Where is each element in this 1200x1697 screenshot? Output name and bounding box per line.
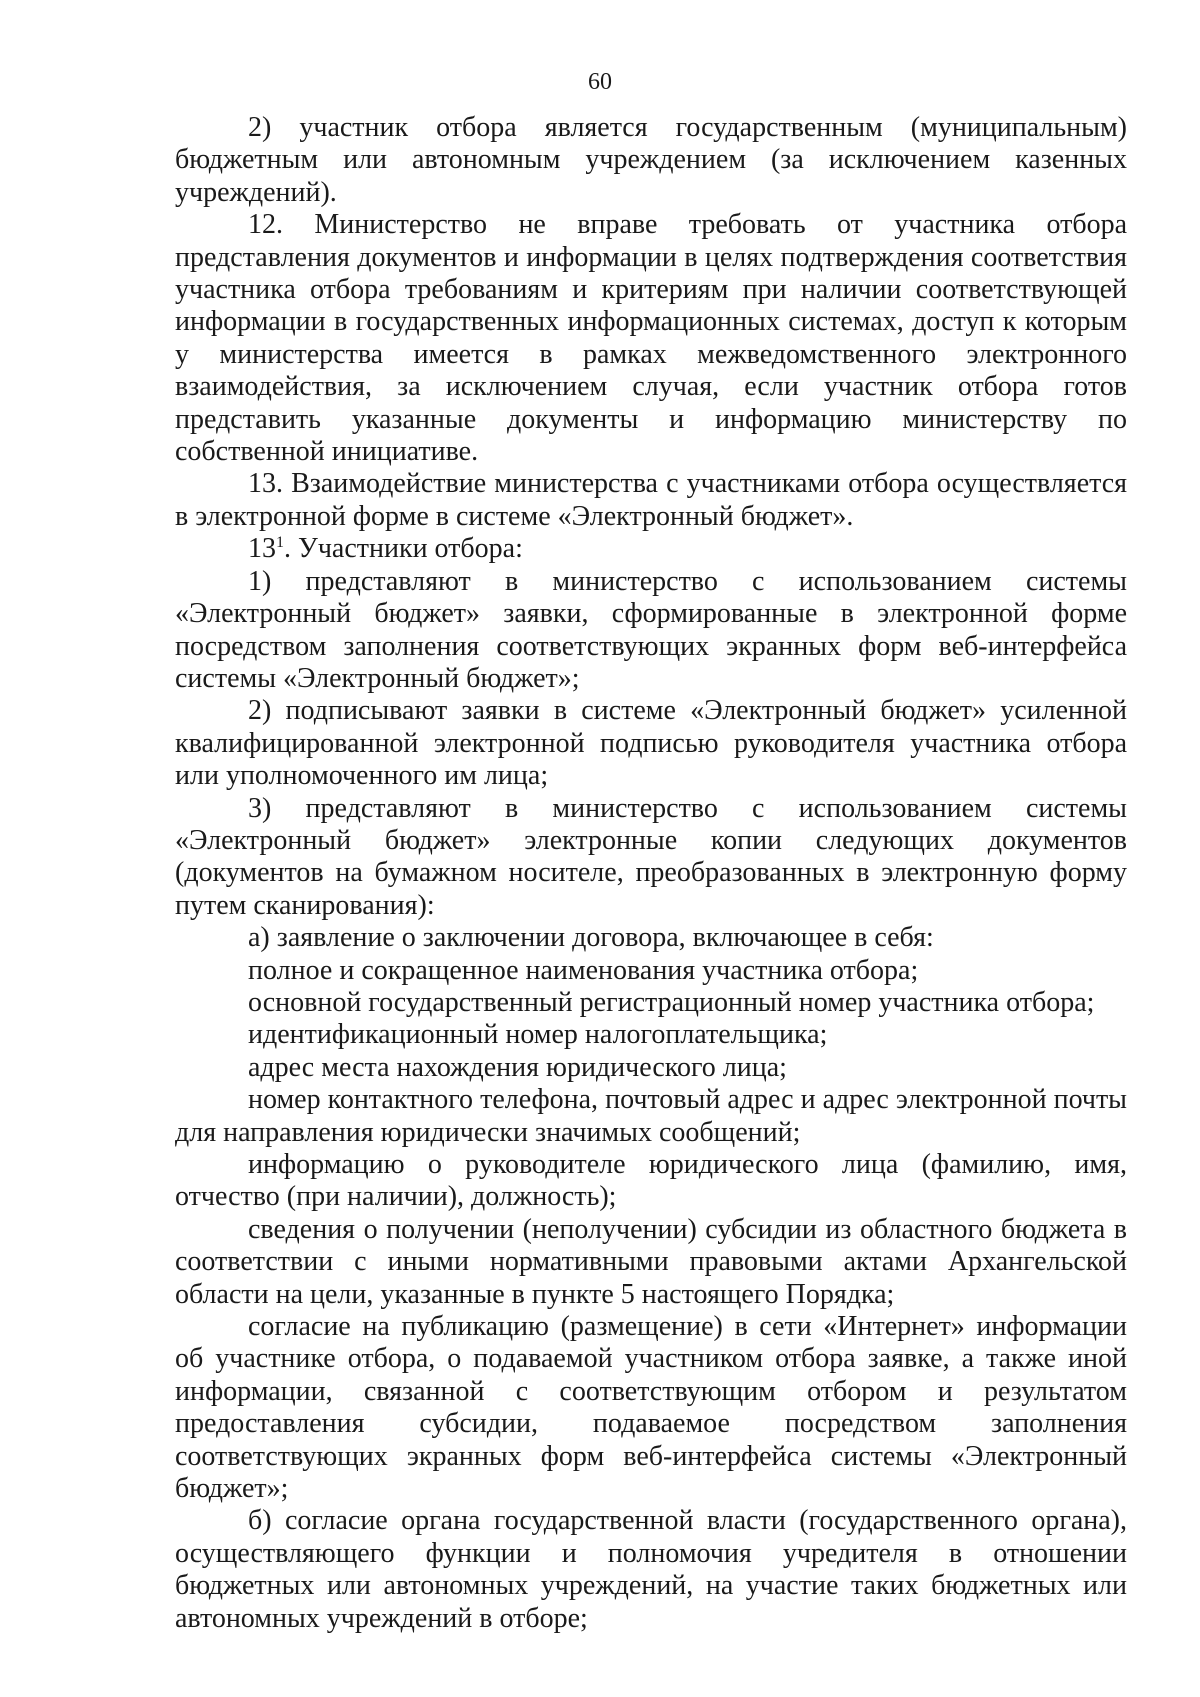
paragraph-item-2-participant-status: 2) участник отбора является государственным (муниципальным) бюджетным или автономным учреждением (за исключением казенных учреждений). bbox=[175, 112, 1127, 208]
clause-number: 13 bbox=[248, 533, 276, 565]
paragraph-subitem-b-founder-consent: б) согласие органа государственной власти (государственного органа), осуществляющего функции и полномочия учредителя в отношении бюджетных или автономных учреждений, на участие таких бюджетных или автономных учреждений в отборе; bbox=[175, 1505, 1127, 1634]
paragraph-full-name: полное и сокращенное наименования участника отбора; bbox=[248, 954, 919, 986]
clause-heading-text: . Участники отбора: bbox=[284, 533, 523, 565]
paragraph-head-info: информацию о руководителе юридического лица (фамилию, имя, отчество (при наличии), должность); bbox=[175, 1149, 1127, 1213]
paragraph-subsidy-info: сведения о получении (неполучении) субсидии из областного бюджета в соответствии с иными нормативными правовыми актами Архангельской области на цели, указанные в пункте 5 настоящего Порядка; bbox=[175, 1213, 1127, 1310]
paragraph-item-1-submit-applications: 1) представляют в министерство с использованием системы «Электронный бюджет» заявки, сформированные в электронной форме посредством заполнения соответствующих экранных форм веб-интерфейса системы «Электронный бюджет»; bbox=[175, 565, 1127, 694]
paragraph-publication-consent: согласие на публикацию (размещение) в сети «Интернет» информации об участнике отбора, о подаваемой участником отбора заявке, а также иной информации, связанной с соответствующим отбором и результатом предоставления субсидии, подаваемое посредством заполнения соответствующих экранных форм веб-интерфейса системы «Электронный бюджет»; bbox=[175, 1311, 1127, 1505]
paragraph-clause-12: 12. Министерство не вправе требовать от участника отбора представления документов и информации в целях подтверждения соответствия участника отбора требованиям и критериям при наличии соответствующей информации в государственных информационных системах, доступ к которым у министерства имеется в рамках межведомственного электронного взаимодействия, за исключением случая, если участник отбора готов представить указанные документы и информацию министерству по собственной инициативе. bbox=[175, 209, 1127, 468]
clause-superscript: 1 bbox=[276, 534, 284, 552]
paragraph-ogrn: основной государственный регистрационный номер участника отбора; bbox=[248, 986, 1095, 1018]
document-body bbox=[175, 112, 1127, 1635]
paragraph-inn: идентификационный номер налогоплательщика; bbox=[248, 1019, 828, 1051]
paragraph-item-3-submit-copies: 3) представляют в министерство с использованием системы «Электронный бюджет» электронные копии следующих документов (документов на бумажном носителе, преобразованных в электронную форму путем сканирования): bbox=[175, 792, 1127, 921]
paragraph-clause-13-1 bbox=[175, 533, 1127, 565]
paragraph-address: адрес места нахождения юридического лица; bbox=[248, 1051, 787, 1083]
paragraph-subitem-a-application: а) заявление о заключении договора, включающее в себя: bbox=[248, 922, 934, 954]
paragraph-item-2-sign-applications: 2) подписывают заявки в системе «Электронный бюджет» усиленной квалифицированной электронной подписью руководителя участника отбора или уполномоченного им лица; bbox=[175, 695, 1127, 792]
page-number: 60 bbox=[588, 69, 612, 95]
paragraph-contacts: номер контактного телефона, почтовый адрес и адрес электронной почты для направления юридически значимых сообщений; bbox=[175, 1084, 1127, 1148]
paragraph-clause-13: 13. Взаимодействие министерства с участниками отбора осуществляется в электронной форме в системе «Электронный бюджет». bbox=[175, 468, 1127, 532]
